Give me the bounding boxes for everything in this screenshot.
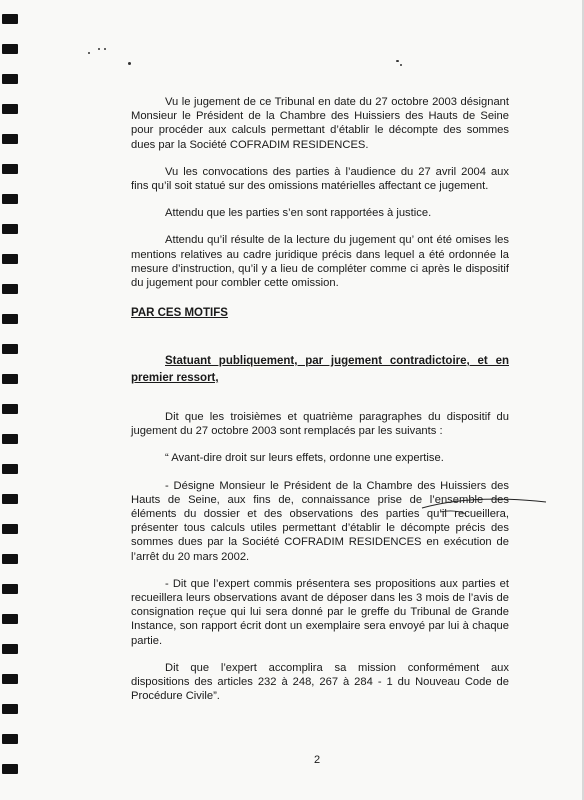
section-heading: PAR CES MOTIFS xyxy=(131,307,228,319)
decision-paragraphs xyxy=(131,410,509,703)
paragraph-vu-convocations: Vu les convocations des parties à l’audience du 27 avril 2004 aux fins qu’il soit statué sur des omissions matérielles affectant ce jugement. xyxy=(131,165,509,193)
scan-speck xyxy=(128,62,131,65)
decision-paragraph-expertise: “ Avant-dire droit sur leurs effets, ordonne une expertise. xyxy=(165,452,444,465)
paragraph-vu-jugement: Vu le jugement de ce Tribunal en date du 27 octobre 2003 désignant Monsieur le Président de la Chambre des Huissiers des Hauts de Seine pour procéder aux calculs permettant d’établir le décompte des sommes dues par la Société COFRADIM RESIDENCES. xyxy=(131,96,509,151)
decision-paragraph-designation: - Désigne Monsieur le Président de la Chambre des Huissiers des Hauts de Seine, aux fins de, connaissance prise de l’ensemble des éléments du dossier et des observations des parties qu’il recueillera, présenter tous calculs utiles permettant d’établir le décompte précis des sommes dues par la Société COFRADIM RESIDENCES en exécution de l’arrêt du 20 mars 2002. xyxy=(131,479,509,563)
decision-paragraph-expert-duties: - Dit que l’expert commis présentera ses propositions aux parties et recueillera leurs observations avant de déposer dans les 3 mois de l’avis de consignation reçue qui lui sera donné par le greffe du Tribunal de Grande Instance, son rapport écrit dont un exemplaire sera envoyé par lui à chaque partie. xyxy=(131,577,509,647)
body-paragraphs xyxy=(131,95,509,290)
ruling-subheading xyxy=(131,353,509,387)
spiral-binding xyxy=(0,0,24,800)
scan-speck xyxy=(88,52,90,54)
scan-speck xyxy=(104,48,106,50)
scan-speck xyxy=(98,48,100,50)
decision-paragraph-mission: Dit que l’expert accomplira sa mission conformément aux dispositions des articles 232 à 248, 267 à 284 - 1 du Nouveau Code de Procédure Civile”. xyxy=(131,661,509,703)
scan-speck xyxy=(396,60,399,62)
page-number: 2 xyxy=(314,754,321,766)
ruling-subheading-text: Statuant publiquement, par jugement contradictoire, et en premier ressort, xyxy=(131,355,509,384)
paragraph-attendu-omission: Attendu qu’il résulte de la lecture du jugement qu’ ont été omises les mentions relatives au cadre juridique précis dans lequel a été ordonnée la mesure d’instruction, qu’il y a lieu de compléter comme ci après le dispositif du jugement pour combler cette omission. xyxy=(131,234,509,290)
decision-paragraph-replacement: Dit que les troisièmes et quatrième paragraphes du dispositif du jugement du 27 octobre 2003 sont remplacés par les suivants : xyxy=(131,411,509,438)
scan-speck xyxy=(400,64,402,66)
paragraph-attendu-justice: Attendu que les parties s’en sont rapportées à justice. xyxy=(165,207,432,220)
